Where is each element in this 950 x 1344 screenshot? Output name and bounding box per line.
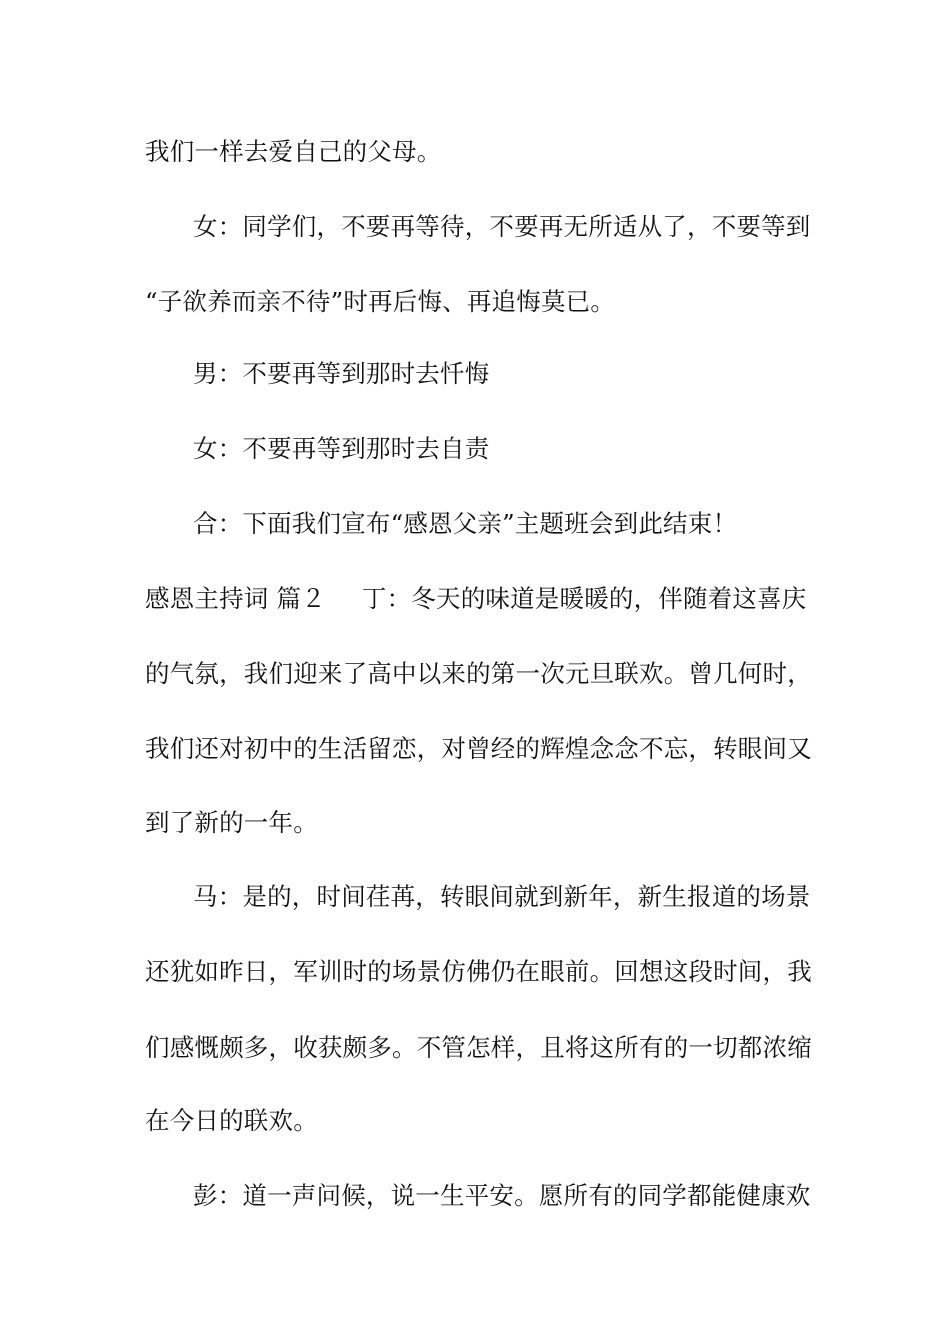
section-heading: 感恩主持词 篇２ — [145, 584, 326, 613]
paragraph-line: 马：是的，时间荏苒，转眼间就到新年，新生报道的场景 — [193, 882, 811, 911]
paragraph-line: 在今日的联欢。 — [145, 1106, 318, 1135]
paragraph-line: 们感慨颇多，收获颇多。不管怎样，且将这所有的一切都浓缩 — [145, 1033, 812, 1062]
paragraph-line: 的气氛，我们迎来了高中以来的第一次元旦联欢。曾几何时， — [145, 659, 812, 688]
paragraph-line: 女：同学们，不要再等待，不要再无所适从了，不要等到 — [193, 212, 811, 241]
paragraph-line: 到了新的一年。 — [145, 808, 318, 837]
paragraph-line: 彭：道一声问候，说一生平安。愿所有的同学都能健康欢 — [193, 1181, 811, 1210]
section-heading-line — [145, 584, 807, 614]
paragraph-line: 男：不要再等到那时去忏悔 — [193, 359, 490, 388]
paragraph-line: 丁：冬天的味道是暖暖的，伴随着这喜庆 — [361, 584, 807, 613]
paragraph-line: 合：下面我们宣布“感恩父亲”主题班会到此结束！ — [193, 509, 738, 538]
paragraph-line: 女：不要再等到那时去自责 — [193, 434, 490, 463]
paragraph-line: 我们一样去爱自己的父母。 — [145, 137, 442, 166]
paragraph-line: 我们还对初中的生活留恋，对曾经的辉煌念念不忘，转眼间又 — [145, 734, 812, 763]
paragraph-line: 还犹如昨日，军训时的场景仿佛仍在眼前。回想这段时间，我 — [145, 957, 812, 986]
paragraph-line: “子欲养而亲不待”时再后悔、再追悔莫已。 — [145, 287, 616, 316]
